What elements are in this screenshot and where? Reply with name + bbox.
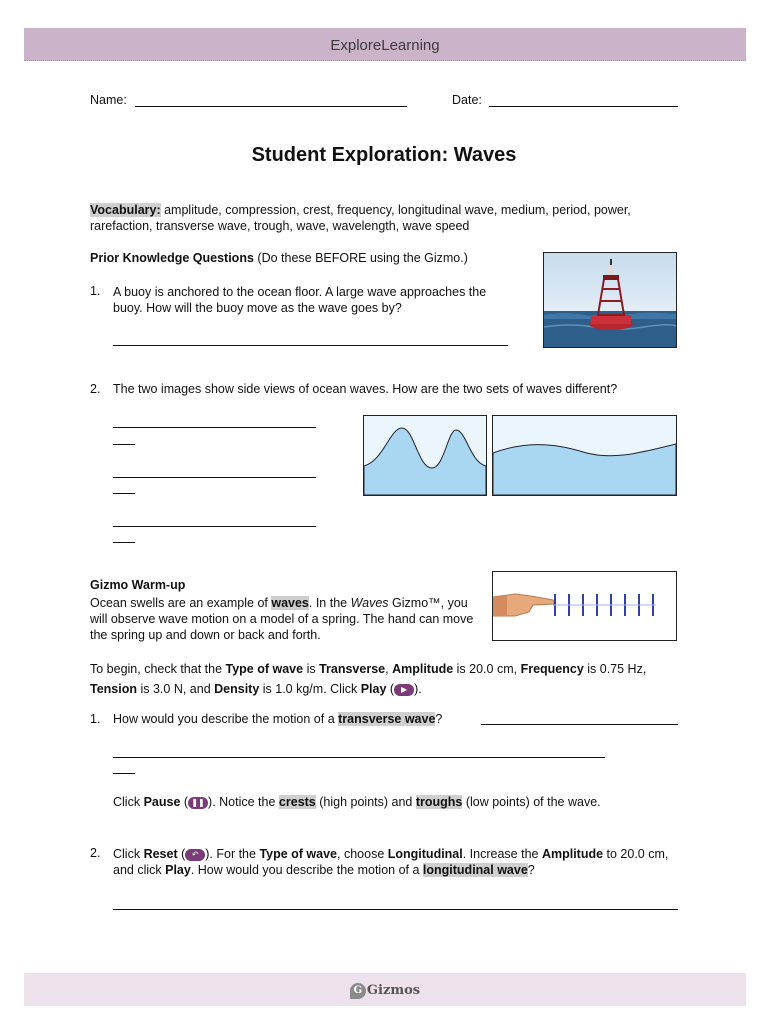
- explorelearning-logo: ExploreLearning: [330, 37, 440, 54]
- pk-q2-number: 2.: [90, 382, 101, 396]
- header-bar: [24, 28, 746, 61]
- page-title: Student Exploration: Waves: [251, 144, 517, 166]
- gizmos-logo-icon: G: [350, 983, 366, 999]
- wu-q1-answer-line-2: [113, 757, 605, 758]
- tall-waves-image: [363, 415, 487, 496]
- wu-q2-number: 2.: [90, 846, 101, 860]
- pause-instruction: Click Pause ( ❚❚ ). Notice the crests (high points) and troughs (low points) of the wave.: [113, 795, 601, 809]
- date-label: Date:: [452, 93, 482, 107]
- pk-q2-answer-line-3: [113, 526, 316, 527]
- wu-q2-text: Click Reset ( ↶ ). For the Type of wave, choose Longitudinal. Increase the Amplitude to 20.0 cm, and click Play. How would you describe the motion of a longitudinal wave?: [113, 847, 669, 877]
- gentle-waves-image: [492, 415, 677, 496]
- pk-q2-answer-line-1: [113, 427, 316, 428]
- warmup-paragraph-2: To begin, check that the Type of wave is Transverse, Amplitude is 20.0 cm, Frequency is 0.75 Hz, Tension is 3.0 N, and Density is 1.0 kg/m. Click Play ( ▶ ).: [90, 662, 647, 696]
- name-line: [135, 106, 407, 107]
- wu-q1-answer-line-1: [481, 724, 678, 725]
- play-icon: ▶: [394, 684, 414, 696]
- hand-spring-image: [492, 571, 677, 641]
- wu-q1-number: 1.: [90, 712, 101, 726]
- vocabulary-block: [90, 202, 670, 234]
- transverse-wave-term: transverse wave: [338, 712, 436, 726]
- vocabulary-label: Vocabulary:: [90, 203, 161, 217]
- prior-knowledge-note: (Do these BEFORE using the Gizmo.): [257, 251, 468, 265]
- pause-icon: ❚❚: [188, 797, 208, 809]
- wu-q1-answer-line-2b: [113, 773, 135, 774]
- pk-q2-answer-line-1b: [113, 444, 135, 445]
- pk-q2-answer-line-3b: [113, 542, 135, 543]
- waves-term: waves: [271, 596, 309, 610]
- prior-knowledge-heading-line: [90, 251, 530, 265]
- buoy-image: [543, 252, 677, 348]
- pk-q1-number: 1.: [90, 284, 101, 298]
- vocabulary-terms: amplitude, compression, crest, frequency, longitudinal wave, medium, period, power, rarefaction, transverse wave, trough, wave, wavelength, wave speed: [90, 203, 631, 233]
- pk-q1-text: A buoy is anchored to the ocean floor. A large wave approaches the buoy. How will the buoy move as the wave goes by?: [113, 285, 487, 315]
- date-line: [489, 106, 678, 107]
- prior-knowledge-heading: Prior Knowledge Questions: [90, 251, 254, 265]
- wu-q2-answer-line: [113, 909, 678, 910]
- crests-term: crests: [278, 795, 316, 809]
- pk-q2-answer-line-2b: [113, 493, 135, 494]
- warmup-heading: Gizmo Warm-up: [90, 578, 186, 592]
- name-label: Name:: [90, 93, 127, 107]
- longitudinal-wave-term: longitudinal wave: [422, 863, 528, 877]
- footer-bar: [24, 973, 746, 1006]
- pk-q2-text: The two images show side views of ocean waves. How are the two sets of waves different?: [113, 382, 618, 396]
- troughs-term: troughs: [415, 795, 463, 809]
- pk-q1-answer-line: [113, 345, 508, 346]
- reset-icon: ↶: [185, 849, 205, 861]
- gizmos-logo: G Gizmos: [24, 973, 746, 1009]
- wu-q1-text: How would you describe the motion of a transverse wave?: [113, 712, 443, 726]
- pk-q2-answer-line-2: [113, 477, 316, 478]
- warmup-paragraph-1: Ocean swells are an example of waves. In the Waves Gizmo™, you will observe wave motion on a model of a spring. The hand can move the spring up and down or back and forth.: [90, 596, 474, 642]
